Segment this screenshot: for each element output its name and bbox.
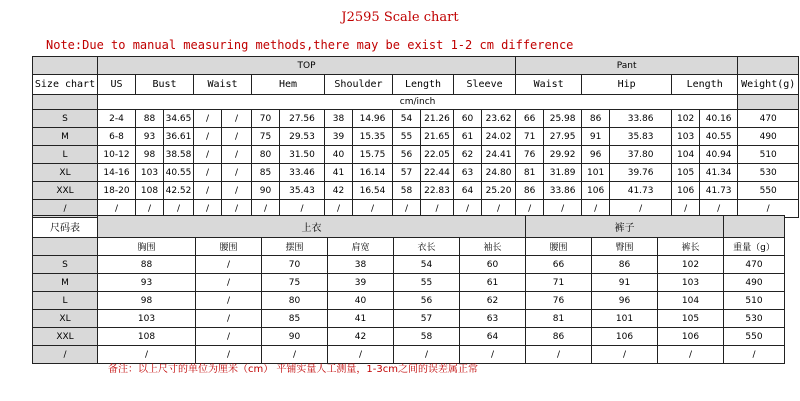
value-cell: 66 [526, 256, 592, 274]
size-cell: L [33, 146, 98, 164]
blank-weight-group-cn [724, 216, 785, 238]
group-top: TOP [98, 57, 516, 75]
value-cell: / [582, 200, 610, 218]
value-cell: 29.53 [280, 128, 325, 146]
value-cell: 38 [328, 256, 394, 274]
header-sleeve-cn: 袖长 [460, 238, 526, 256]
value-cell: 103 [98, 310, 196, 328]
header-hem-cn: 摆围 [262, 238, 328, 256]
blank-unit-right [738, 95, 799, 110]
value-cell: 80 [262, 292, 328, 310]
header-pant-length: Length [672, 75, 738, 95]
value-cell: 24.80 [482, 164, 516, 182]
value-cell: 23.62 [482, 110, 516, 128]
value-cell: 98 [136, 146, 164, 164]
value-cell: 96 [582, 146, 610, 164]
value-cell: 60 [460, 256, 526, 274]
value-cell: 16.14 [353, 164, 393, 182]
header-pant-waist-cn: 腰围 [526, 238, 592, 256]
value-cell: 40.55 [700, 128, 738, 146]
value-cell: / [610, 200, 672, 218]
value-cell: / [196, 292, 262, 310]
value-cell: 33.86 [544, 182, 582, 200]
value-cell: 57 [393, 164, 421, 182]
value-cell: 16.54 [353, 182, 393, 200]
value-cell: 80 [252, 146, 280, 164]
header-length-cn: 衣长 [394, 238, 460, 256]
value-cell: / [460, 346, 526, 364]
value-cell: 40.55 [164, 164, 194, 182]
value-cell: / [194, 200, 222, 218]
table-row [33, 328, 785, 346]
value-cell: 25.98 [544, 110, 582, 128]
value-cell: 98 [98, 292, 196, 310]
size-cell: XL [33, 310, 98, 328]
value-cell: / [544, 200, 582, 218]
value-cell: / [196, 328, 262, 346]
measurement-note: Note:Due to manual measuring methods,there may be exist 1-2 cm difference [46, 38, 574, 52]
value-cell: 103 [672, 128, 700, 146]
value-cell: / [724, 346, 785, 364]
value-cell: 93 [136, 128, 164, 146]
table-row [33, 182, 799, 200]
value-cell: / [194, 164, 222, 182]
value-cell: / [516, 200, 544, 218]
value-cell: 510 [738, 146, 799, 164]
value-cell: 76 [526, 292, 592, 310]
header-weight-cn: 重量（g） [724, 238, 785, 256]
value-cell: 42 [325, 182, 353, 200]
value-cell: 41.34 [700, 164, 738, 182]
value-cell: 33.46 [280, 164, 325, 182]
value-cell: 86 [582, 110, 610, 128]
value-cell: 106 [672, 182, 700, 200]
group-pant: Pant [516, 57, 738, 75]
value-cell: 510 [724, 292, 785, 310]
size-cell: / [33, 200, 98, 218]
value-cell: 86 [526, 328, 592, 346]
value-cell: 550 [738, 182, 799, 200]
value-cell: 41 [328, 310, 394, 328]
value-cell: / [196, 310, 262, 328]
value-cell: 108 [136, 182, 164, 200]
value-cell: 64 [460, 328, 526, 346]
value-cell: 63 [460, 310, 526, 328]
value-cell: 96 [592, 292, 658, 310]
value-cell: 88 [136, 110, 164, 128]
value-cell: 42.52 [164, 182, 194, 200]
value-cell: 490 [724, 274, 785, 292]
value-cell: 39 [325, 128, 353, 146]
size-table-chinese [32, 215, 785, 364]
value-cell: 6-8 [98, 128, 136, 146]
value-cell: 103 [658, 274, 724, 292]
value-cell: 106 [582, 182, 610, 200]
value-cell: 41.73 [610, 182, 672, 200]
value-cell: / [738, 200, 799, 218]
value-cell: 76 [516, 146, 544, 164]
chart-title: J2595 Scale chart [341, 10, 459, 25]
value-cell: 85 [252, 164, 280, 182]
header-length: Length [393, 75, 454, 95]
value-cell: 40.16 [700, 110, 738, 128]
value-cell: 18-20 [98, 182, 136, 200]
value-cell: 2-4 [98, 110, 136, 128]
blank-weight-group [738, 57, 799, 75]
value-cell: 470 [724, 256, 785, 274]
value-cell: 62 [460, 292, 526, 310]
value-cell: 101 [592, 310, 658, 328]
value-cell: 29.92 [544, 146, 582, 164]
value-cell: 75 [252, 128, 280, 146]
value-cell: 54 [393, 110, 421, 128]
value-cell: 71 [516, 128, 544, 146]
size-cell: M [33, 274, 98, 292]
value-cell: 90 [262, 328, 328, 346]
value-cell: 62 [454, 146, 482, 164]
value-cell: 104 [658, 292, 724, 310]
value-cell: / [328, 346, 394, 364]
value-cell: 61 [454, 128, 482, 146]
value-cell: 70 [262, 256, 328, 274]
size-cell: XXL [33, 328, 98, 346]
blank-header-cn [33, 238, 98, 256]
footnote: 备注：以上尺寸的单位为厘米（cm） 平铺实量人工测量，1-3cm之间的误差属正常 [108, 364, 478, 375]
value-cell: 34.65 [164, 110, 194, 128]
value-cell: / [98, 200, 136, 218]
header-shoulder-cn: 肩宽 [328, 238, 394, 256]
value-cell: 66 [516, 110, 544, 128]
table-row [33, 256, 785, 274]
value-cell: 75 [262, 274, 328, 292]
value-cell: 490 [738, 128, 799, 146]
value-cell: / [262, 346, 328, 364]
value-cell: 470 [738, 110, 799, 128]
value-cell: / [194, 110, 222, 128]
value-cell: 57 [394, 310, 460, 328]
value-cell: 108 [98, 328, 196, 346]
header-sleeve: Sleeve [454, 75, 516, 95]
value-cell: 550 [724, 328, 785, 346]
value-cell: 104 [672, 146, 700, 164]
value-cell: 90 [252, 182, 280, 200]
size-cell: XXL [33, 182, 98, 200]
value-cell: / [325, 200, 353, 218]
table-row [33, 128, 799, 146]
value-cell: / [353, 200, 393, 218]
value-cell: / [700, 200, 738, 218]
size-cell: XL [33, 164, 98, 182]
value-cell: 15.35 [353, 128, 393, 146]
value-cell: / [136, 200, 164, 218]
value-cell: 71 [526, 274, 592, 292]
value-cell: 38 [325, 110, 353, 128]
value-cell: 56 [393, 146, 421, 164]
value-cell: / [421, 200, 454, 218]
value-cell: 25.20 [482, 182, 516, 200]
value-cell: / [164, 200, 194, 218]
size-cell: S [33, 110, 98, 128]
value-cell: 14.96 [353, 110, 393, 128]
table-row [33, 310, 785, 328]
value-cell: 39 [328, 274, 394, 292]
table-row [33, 274, 785, 292]
value-cell: 33.86 [610, 110, 672, 128]
value-cell: 101 [582, 164, 610, 182]
value-cell: 81 [526, 310, 592, 328]
value-cell: 10-12 [98, 146, 136, 164]
header-bust: Bust [136, 75, 194, 95]
size-cell: M [33, 128, 98, 146]
value-cell: / [393, 200, 421, 218]
header-waist-cn: 腰围 [196, 238, 262, 256]
value-cell: 42 [328, 328, 394, 346]
table-row [33, 146, 799, 164]
size-cell: / [33, 346, 98, 364]
value-cell: 105 [672, 164, 700, 182]
value-cell: 40.94 [700, 146, 738, 164]
size-table-english [32, 56, 799, 218]
header-hem: Hem [252, 75, 325, 95]
value-cell: / [658, 346, 724, 364]
value-cell: 37.80 [610, 146, 672, 164]
value-cell: 88 [98, 256, 196, 274]
value-cell: 55 [393, 128, 421, 146]
value-cell: 103 [136, 164, 164, 182]
header-hip: Hip [582, 75, 672, 95]
value-cell: 102 [672, 110, 700, 128]
value-cell: / [196, 346, 262, 364]
header-shoulder: Shoulder [325, 75, 393, 95]
blank-unit-left [33, 95, 98, 110]
value-cell: / [196, 256, 262, 274]
table-row [33, 110, 799, 128]
value-cell: 70 [252, 110, 280, 128]
table-row [33, 292, 785, 310]
table-row [33, 164, 799, 182]
value-cell: 106 [658, 328, 724, 346]
header-waist: Waist [194, 75, 252, 95]
blank-corner [33, 57, 98, 75]
value-cell: / [194, 182, 222, 200]
value-cell: 31.50 [280, 146, 325, 164]
header-pant-length-cn: 裤长 [658, 238, 724, 256]
header-size-chart: Size chart [33, 75, 98, 95]
group-pant-cn: 裤子 [526, 216, 724, 238]
value-cell: / [280, 200, 325, 218]
value-cell: 40 [328, 292, 394, 310]
value-cell: / [222, 182, 252, 200]
value-cell: 24.02 [482, 128, 516, 146]
value-cell: 530 [724, 310, 785, 328]
value-cell: 14-16 [98, 164, 136, 182]
value-cell: 22.83 [421, 182, 454, 200]
value-cell: / [194, 146, 222, 164]
value-cell: 41 [325, 164, 353, 182]
header-us: US [98, 75, 136, 95]
value-cell: 55 [394, 274, 460, 292]
value-cell: 64 [454, 182, 482, 200]
header-size-cn: 尺码表 [33, 216, 98, 238]
value-cell: 24.41 [482, 146, 516, 164]
value-cell: 22.44 [421, 164, 454, 182]
value-cell: / [194, 128, 222, 146]
value-cell: 35.83 [610, 128, 672, 146]
value-cell: / [222, 128, 252, 146]
value-cell: 530 [738, 164, 799, 182]
value-cell: / [196, 274, 262, 292]
value-cell: / [222, 110, 252, 128]
value-cell: 35.43 [280, 182, 325, 200]
value-cell: 31.89 [544, 164, 582, 182]
value-cell: 21.65 [421, 128, 454, 146]
value-cell: / [222, 164, 252, 182]
value-cell: 39.76 [610, 164, 672, 182]
value-cell: / [222, 200, 252, 218]
value-cell: / [454, 200, 482, 218]
value-cell: 27.95 [544, 128, 582, 146]
value-cell: / [592, 346, 658, 364]
value-cell: 63 [454, 164, 482, 182]
value-cell: 105 [658, 310, 724, 328]
value-cell: 93 [98, 274, 196, 292]
value-cell: / [482, 200, 516, 218]
value-cell: / [394, 346, 460, 364]
value-cell: / [672, 200, 700, 218]
value-cell: 36.61 [164, 128, 194, 146]
header-weight: Weight(g) [738, 75, 799, 95]
value-cell: 54 [394, 256, 460, 274]
unit-label: cm/inch [98, 95, 738, 110]
value-cell: 60 [454, 110, 482, 128]
value-cell: 41.73 [700, 182, 738, 200]
group-top-cn: 上衣 [98, 216, 526, 238]
value-cell: 27.56 [280, 110, 325, 128]
value-cell: / [222, 146, 252, 164]
value-cell: 15.75 [353, 146, 393, 164]
value-cell: 56 [394, 292, 460, 310]
value-cell: 86 [516, 182, 544, 200]
value-cell: / [98, 346, 196, 364]
value-cell: 81 [516, 164, 544, 182]
header-pant-waist: Waist [516, 75, 582, 95]
value-cell: 58 [393, 182, 421, 200]
value-cell: 102 [658, 256, 724, 274]
value-cell: 21.26 [421, 110, 454, 128]
header-hip-cn: 臀围 [592, 238, 658, 256]
size-cell: S [33, 256, 98, 274]
value-cell: 38.58 [164, 146, 194, 164]
value-cell: 91 [592, 274, 658, 292]
value-cell: 106 [592, 328, 658, 346]
value-cell: / [252, 200, 280, 218]
value-cell: 61 [460, 274, 526, 292]
value-cell: / [526, 346, 592, 364]
value-cell: 58 [394, 328, 460, 346]
size-cell: L [33, 292, 98, 310]
header-bust-cn: 胸围 [98, 238, 196, 256]
value-cell: 22.05 [421, 146, 454, 164]
value-cell: 40 [325, 146, 353, 164]
value-cell: 86 [592, 256, 658, 274]
value-cell: 85 [262, 310, 328, 328]
value-cell: 91 [582, 128, 610, 146]
